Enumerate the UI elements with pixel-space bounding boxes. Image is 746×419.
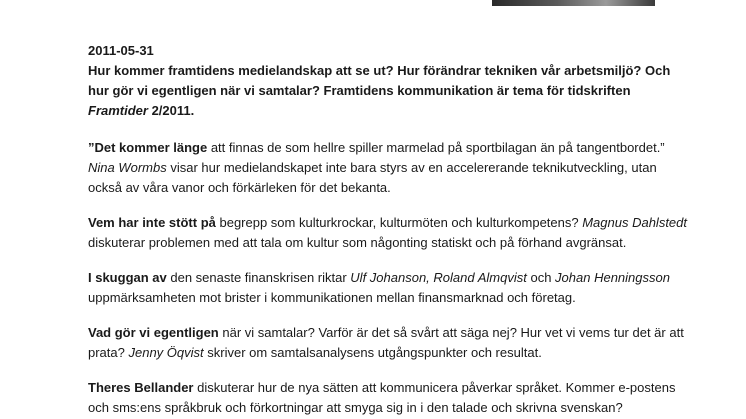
- paragraph-text: att finnas de som hellre spiller marmelad på sportbilagan än på tangentbordet.”: [207, 140, 665, 155]
- paragraph-text: den senaste finanskrisen riktar: [166, 270, 351, 285]
- paragraph-lead: Vem har inte stött på: [88, 215, 216, 230]
- author-name: Nina Wormbs: [88, 160, 167, 175]
- paragraph: [88, 138, 688, 198]
- author-name: Jenny Öqvist: [128, 345, 204, 360]
- date: 2011-05-31: [88, 43, 154, 58]
- journal-title: Framtider: [88, 103, 148, 118]
- author-name: Magnus Dahlstedt: [582, 215, 687, 230]
- lede-text: Hur kommer framtidens medielandskap att se ut? Hur förändrar tekniken vår arbetsmiljö? Och hur gör vi egentligen när vi samtalar? Framtidens kommunikation är tema för tidskriften: [88, 63, 671, 98]
- paragraph-lead: Vad gör vi egentligen: [88, 325, 219, 340]
- paragraph-lead: Theres Bellander: [88, 380, 194, 395]
- paragraph: [88, 378, 688, 418]
- lede-issue: 2/2011.: [147, 103, 195, 118]
- paragraph-text: diskuterar hur de nya sätten att kommunicera påverkar språket. Kommer e-postens och sms:ens språkbruk och förkortningar att smyga sig in i den talade och skrivna svenskan?: [88, 380, 676, 415]
- paragraph-lead: ”Det kommer länge: [88, 140, 208, 155]
- paragraph: [88, 268, 688, 308]
- paragraph-text: visar hur medielandskapet inte bara styrs av en accelererande teknikutveckling, utan också av våra vanor och förkärleken för det bekanta.: [88, 160, 657, 195]
- paragraph-text: och: [526, 270, 556, 285]
- header-photo: [492, 0, 655, 6]
- author-name: Ulf Johanson, Roland Almqvist: [350, 270, 527, 285]
- author-name: Johan Henningsson: [555, 270, 670, 285]
- paragraph-text: skriver om samtalsanalysens utgångspunkter och resultat.: [203, 345, 542, 360]
- paragraph-lead: I skuggan av: [88, 270, 167, 285]
- paragraph-text: diskuterar problemen med att tala om kultur som någonting statiskt och på förhand avgränsat.: [88, 235, 627, 250]
- paragraph: [88, 213, 688, 253]
- paragraph-text: uppmärksamheten mot brister i kommunikationen mellan finansmarknad och företag.: [88, 290, 576, 305]
- paragraph-text: när vi samtalar? Varför är det så svårt att säga nej? Hur vet vi vems tur det är att prata?: [88, 325, 684, 360]
- press-release: [88, 41, 688, 419]
- paragraph-text: begrepp som kulturkrockar, kulturmöten och kulturkompetens?: [215, 215, 583, 230]
- paragraph: [88, 323, 688, 363]
- lede: [88, 61, 688, 121]
